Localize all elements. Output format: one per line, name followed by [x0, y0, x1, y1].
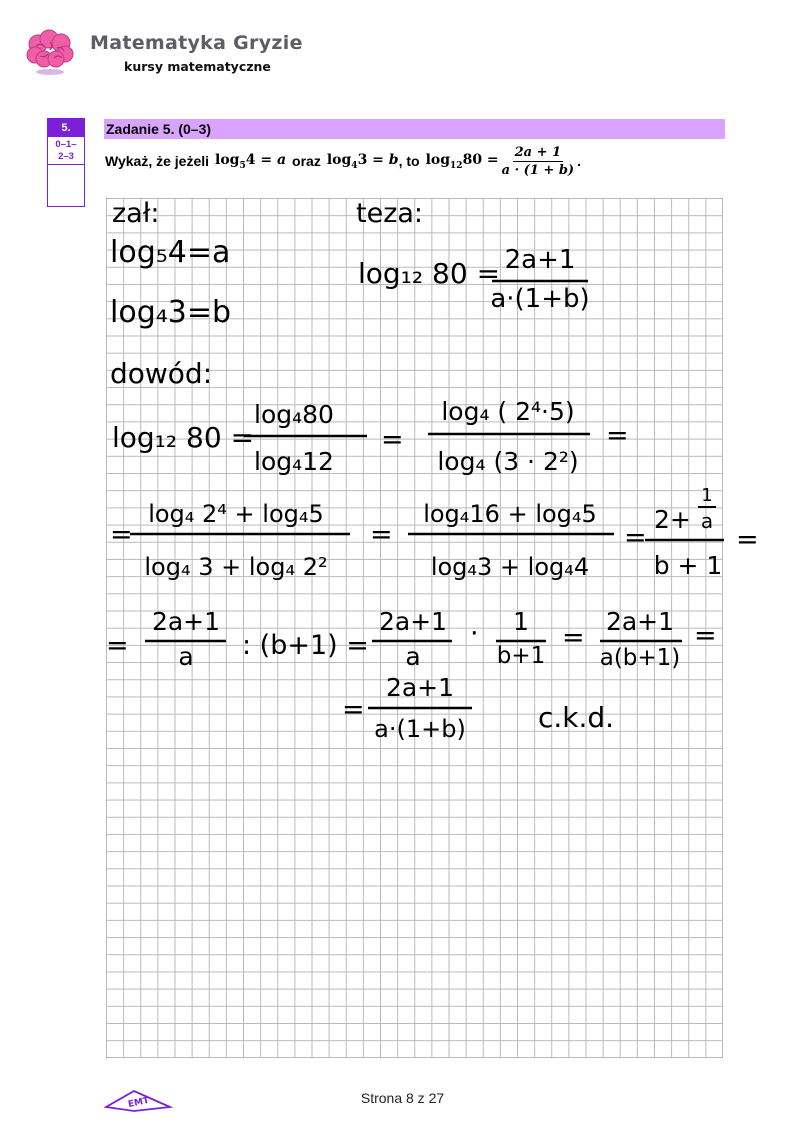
qed-mark: c.k.d.	[538, 701, 615, 734]
eq-10: =	[342, 694, 365, 725]
eq-7: =	[106, 630, 129, 661]
given-line-2: log₄3=b	[110, 295, 232, 330]
points-line-2: 2–3	[58, 151, 74, 162]
step8-denominator: b+1	[496, 643, 546, 669]
statement-then: , to	[398, 153, 420, 169]
proof-label: dowód:	[110, 357, 213, 390]
brand-subtitle: kursy matematyczne	[124, 59, 271, 74]
claim-fraction: $\frac{2a + 1}{a \cdot (1 + b)}$	[501, 144, 575, 178]
eq-8: =	[562, 622, 585, 653]
page-number: Strona 8 z 27	[360, 1090, 445, 1106]
step2-denominator: log₄ (3 · 2²)	[437, 447, 579, 476]
points-line-1: 0–1–	[55, 139, 77, 150]
thesis-denominator: a·(1+b)	[490, 284, 590, 314]
step6-divide: : (b+1) =	[242, 630, 369, 661]
step1-lhs: log₁₂ 80 =	[112, 421, 255, 454]
thesis-label: teza:	[356, 198, 424, 229]
step7-denominator: a	[405, 642, 421, 671]
task-statement: Wykaż, że jeżeli $\log_54 = a$ oraz $\log_43 = b$ , to $\log_{12}80$ = $\frac{2a + 1}{a \cdot (1 + b)}$ .	[105, 144, 581, 178]
step5-numerator-a: 2+	[654, 505, 691, 534]
step9-denominator: a(b+1)	[599, 645, 681, 671]
eq-1: =	[381, 424, 404, 455]
step8-numerator: 1	[513, 607, 529, 636]
thesis-numerator: 2a+1	[504, 245, 576, 275]
thesis-lhs: log₁₂ 80 =	[358, 257, 501, 290]
step3-denominator: log₄ 3 + log₄ 2²	[144, 553, 328, 581]
step5-inner-numerator: 1	[701, 485, 713, 506]
step5-denominator: b + 1	[653, 551, 723, 580]
step9-numerator: 2a+1	[605, 607, 675, 636]
step4-numerator: log₄16 + log₄5	[423, 500, 597, 528]
step5-inner-denominator: a	[700, 509, 714, 533]
eq-4: =	[370, 519, 393, 550]
final-denominator: a·(1+b)	[374, 715, 466, 743]
given-2: $\log_43 = b$	[326, 151, 399, 171]
eq-9: =	[694, 620, 717, 651]
claim: $\log_{12}80$ =	[425, 151, 499, 171]
brand-title: Matematyka Gryzie	[90, 32, 303, 54]
eq-3: =	[110, 519, 133, 550]
task-title: Zadanie 5. (0–3)	[106, 121, 212, 137]
step4-denominator: log₄3 + log₄4	[430, 553, 590, 581]
statement-connector: oraz	[292, 153, 321, 169]
step1-denominator: log₄12	[254, 447, 334, 476]
statement-prefix: Wykaż, że jeżeli	[105, 153, 210, 169]
step1-numerator: log₄80	[254, 400, 334, 429]
step6-numerator: 2a+1	[151, 607, 221, 636]
multiply-dot: ·	[470, 618, 479, 649]
eq-2: =	[606, 420, 629, 451]
task-number: 5.	[48, 119, 84, 137]
final-numerator: 2a+1	[385, 673, 455, 702]
step7-numerator: 2a+1	[378, 607, 448, 636]
given-1: $\log_54 = a$	[215, 151, 287, 171]
emt-logo-text: EMT	[127, 1095, 151, 1111]
step3-numerator: log₄ 2⁴ + log₄5	[148, 500, 324, 528]
step6-denominator: a	[178, 642, 194, 671]
given-line-1: log₅4=a	[110, 235, 231, 270]
given-label: zał:	[112, 198, 160, 229]
eq-6: =	[736, 524, 759, 555]
step2-numerator: log₄ ( 2⁴·5)	[441, 397, 575, 426]
eq-5: =	[624, 522, 647, 553]
